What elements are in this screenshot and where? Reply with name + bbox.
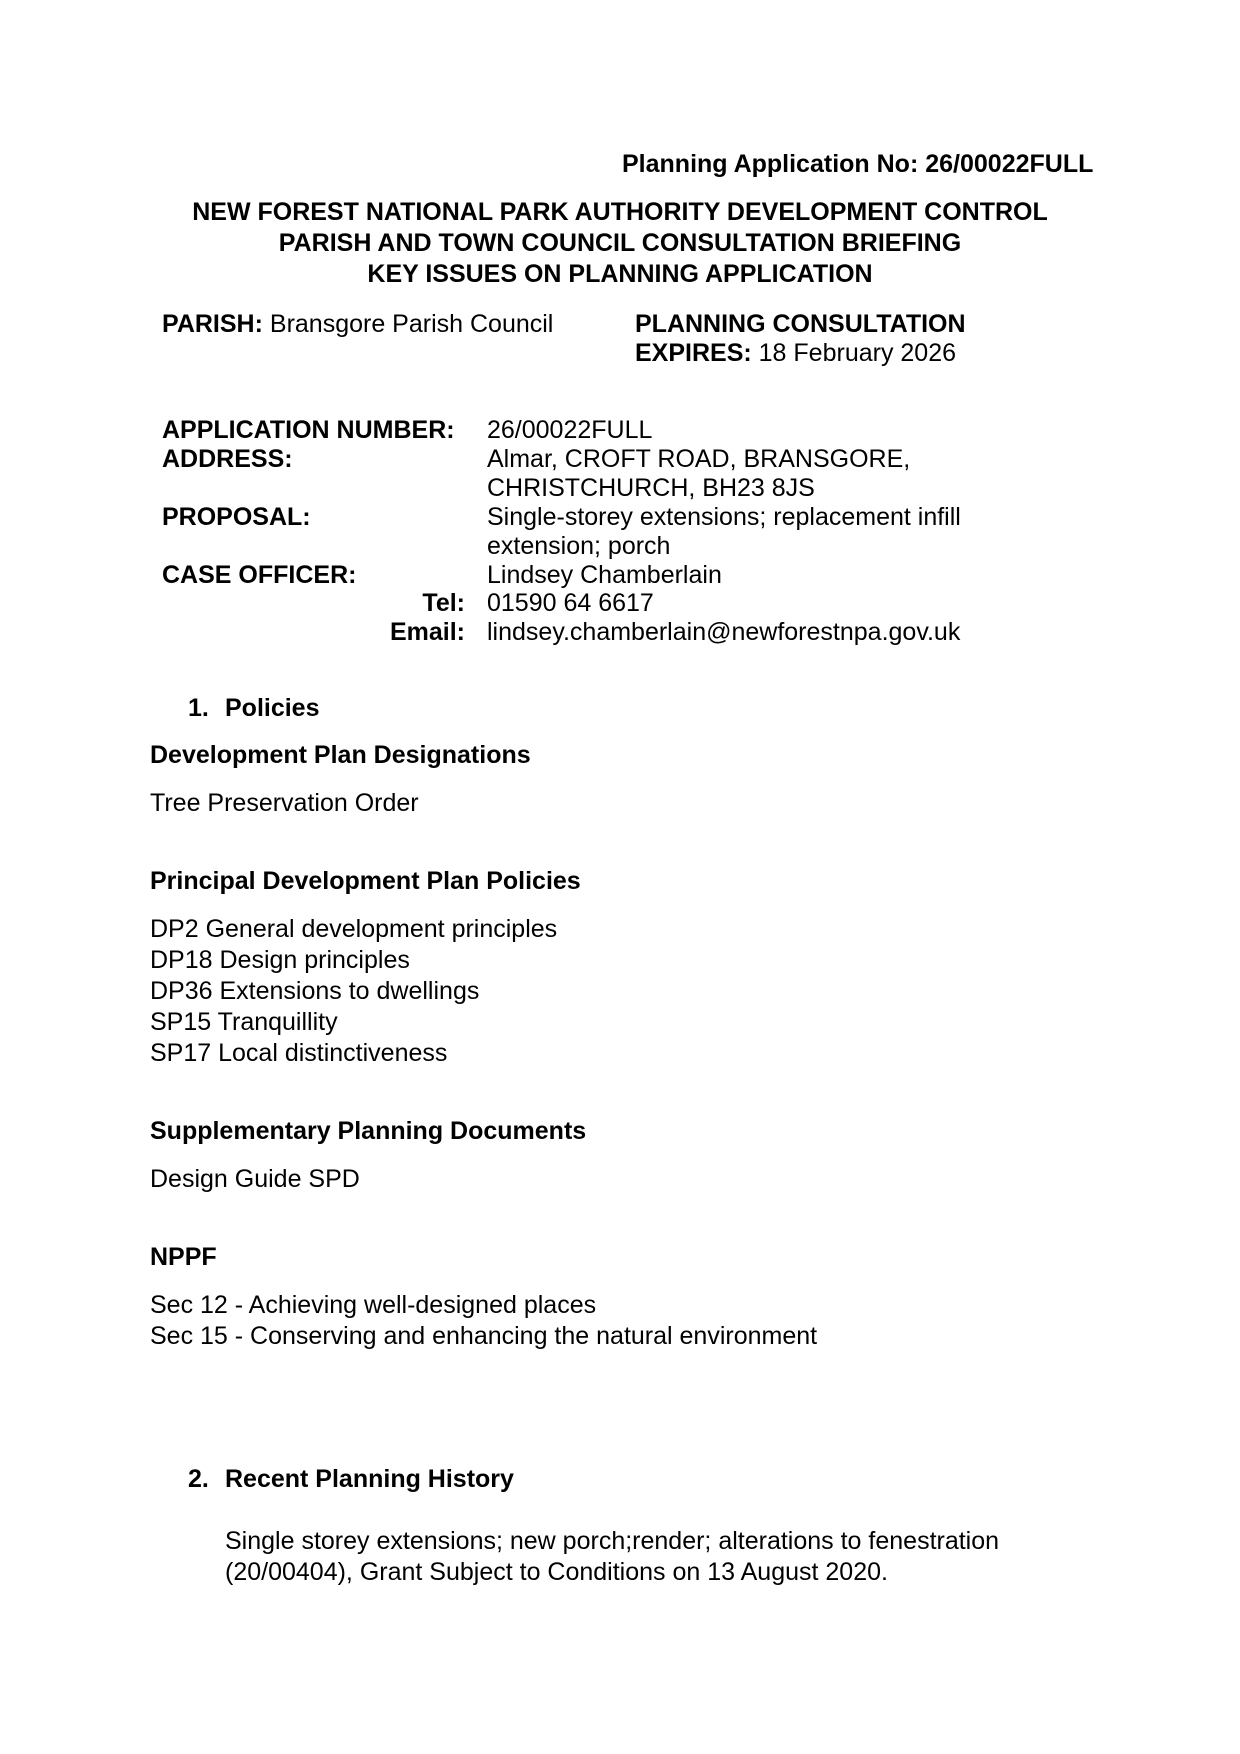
section-1-heading: Policies [225,694,320,722]
parish-label: PARISH: [162,310,263,338]
spd-heading: Supplementary Planning Documents [150,1117,587,1145]
history-line-2: (20/00404), Grant Subject to Conditions on 13 August 2020. [225,1558,888,1586]
history-line-1: Single storey extensions; new porch;render; alterations to fenestration [225,1527,1000,1555]
application-number-label: APPLICATION NUMBER: [162,416,455,444]
parish-value: Bransgore Parish Council [269,310,554,338]
section-2-heading: Recent Planning History [225,1465,514,1493]
title-line-2: PARISH AND TOWN COUNCIL CONSULTATION BRIEFING [278,229,962,257]
application-number-value: 26/00022FULL [487,416,653,444]
application-reference [622,150,1093,179]
proposal-label: PROPOSAL: [162,503,311,531]
list-item: SP15 Tranquillity [150,1008,338,1036]
tel-value: 01590 64 6617 [487,589,654,617]
address-label: ADDRESS: [162,445,293,473]
application-reference-value: 26/00022FULL [925,150,1094,178]
address-line-2: CHRISTCHURCH, BH23 8JS [487,474,815,502]
parish [162,310,553,339]
section-1-number: 1. [188,694,209,722]
proposal-line-2: extension; porch [487,532,671,560]
title-line-3: KEY ISSUES ON PLANNING APPLICATION [367,260,873,288]
list-item: DP36 Extensions to dwellings [150,977,480,1005]
list-item: DP2 General development principles [150,915,558,943]
list-item: Sec 12 - Achieving well-designed places [150,1291,597,1319]
list-item: SP17 Local distinctiveness [150,1039,448,1067]
nppf-list [150,1290,817,1352]
consultation-expiry-date: 18 February 2026 [758,339,957,367]
email-label: Email: [389,618,465,646]
consultation-expiry [635,310,966,368]
nppf-heading: NPPF [150,1243,217,1271]
designations-heading: Development Plan Designations [150,741,531,769]
designations-text: Tree Preservation Order [150,789,419,817]
address-line-1: Almar, CROFT ROAD, BRANSGORE, [487,445,911,473]
title-line-1: NEW FOREST NATIONAL PARK AUTHORITY DEVELOPMENT CONTROL [192,198,1048,226]
email-value: lindsey.chamberlain@newforestnpa.gov.uk [487,618,961,646]
application-reference-label: Planning Application No: [622,150,919,178]
case-officer-label: CASE OFFICER: [162,561,357,589]
list-item: DP18 Design principles [150,946,410,974]
consultation-label-line1: PLANNING CONSULTATION [635,310,966,338]
section-2-number: 2. [188,1465,209,1493]
consultation-label-line2: EXPIRES: [635,339,752,367]
planning-history-text [225,1526,999,1588]
case-officer-name: Lindsey Chamberlain [487,561,722,589]
spd-text: Design Guide SPD [150,1165,360,1193]
proposal-line-1: Single-storey extensions; replacement infill [487,503,961,531]
principal-policies-heading: Principal Development Plan Policies [150,867,581,895]
tel-label: Tel: [422,589,465,617]
principal-policies-list [150,914,557,1069]
list-item: Sec 15 - Conserving and enhancing the natural environment [150,1322,818,1350]
